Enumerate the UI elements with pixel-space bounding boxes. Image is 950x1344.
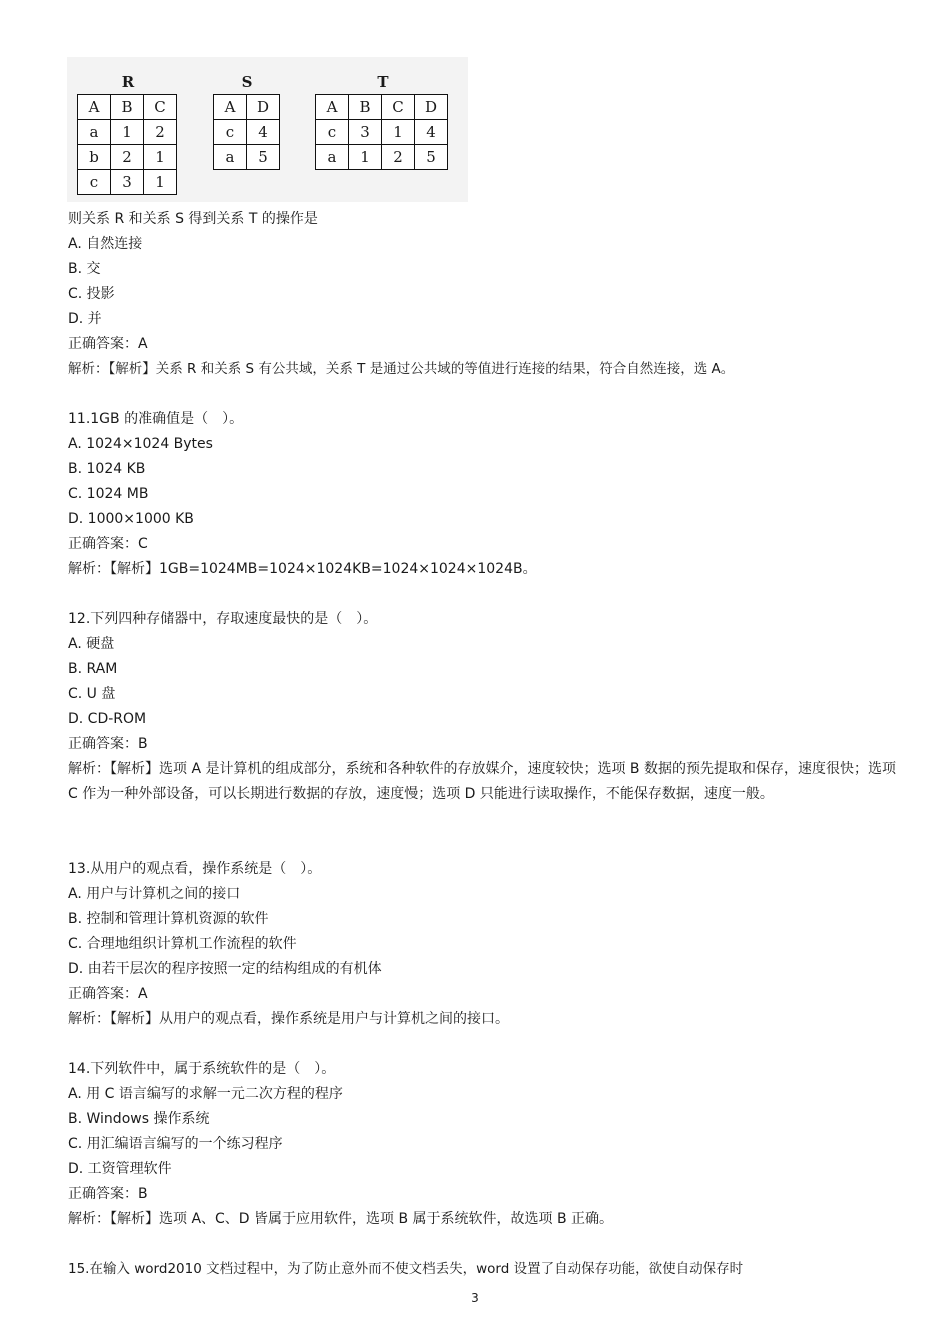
table-cell: a [214,145,247,170]
table-cell: 1 [144,145,177,170]
analysis: 解析：【解析】1GB=1024MB=1024×1024KB=1024×1024×1024B。 [68,561,537,577]
relation-table [315,94,448,170]
table-cell: c [214,120,247,145]
table-header-cell: A [316,95,349,120]
relation-title: R [121,73,135,91]
table-cell: 2 [382,145,415,170]
table-cell: 5 [247,145,280,170]
table-cell: 1 [382,120,415,145]
option-c: C. 投影 [68,286,115,302]
analysis: 解析：【解析】选项 A 是计算机的组成部分，系统和各种软件的存放媒介，速度较快；选项 B 数据的预先提取和保存，速度很快；选项 C 作为一种外部设备，可以长期进行数据的存放，速度慢；选项 D 只能进行读取操作，不能保存数据，速度一般。 [68,761,896,802]
option-a: A. 1024×1024 Bytes [68,436,213,452]
table-cell: 4 [415,120,448,145]
analysis: 解析：【解析】关系 R 和关系 S 有公共域，关系 T 是通过公共域的等值进行连接的结果，符合自然连接，选 A。 [68,361,735,377]
question-stem: 14.下列软件中，属于系统软件的是（ ）。 [68,1061,336,1077]
table-cell: c [316,120,349,145]
option-c: C. 用汇编语言编写的一个练习程序 [68,1136,283,1152]
table-cell: 2 [111,145,144,170]
option-d: D. 并 [68,311,102,327]
table-header-cell: D [415,95,448,120]
question-stem: 15.在输入 word2010 文档过程中，为了防止意外而不使文档丢失，word 设置了自动保存功能，欲使自动保存时 [68,1261,744,1277]
option-d: D. CD-ROM [68,711,147,727]
document-body [68,207,898,1282]
option-a: A. 用 C 语言编写的求解一元二次方程的程序 [68,1086,343,1102]
table-cell: 2 [144,120,177,145]
option-b: B. RAM [68,661,118,677]
option-b: B. 控制和管理计算机资源的软件 [68,911,269,927]
table-cell: c [78,170,111,195]
table-cell: 3 [111,170,144,195]
option-b: B. 交 [68,261,101,277]
option-c: C. 合理地组织计算机工作流程的软件 [68,936,297,952]
question-stem: 则关系 R 和关系 S 得到关系 T 的操作是 [68,211,318,227]
correct-answer: 正确答案：A [68,336,148,352]
option-c: C. U 盘 [68,686,116,702]
question-stem: 13.从用户的观点看，操作系统是（ ）。 [68,861,322,877]
table-cell: 3 [349,120,382,145]
table-cell: 1 [349,145,382,170]
table-cell: 5 [415,145,448,170]
correct-answer: 正确答案：A [68,986,148,1002]
analysis: 解析：【解析】从用户的观点看，操作系统是用户与计算机之间的接口。 [68,1011,509,1027]
relations-figure [67,57,468,202]
relation-table [213,94,280,170]
table-cell: b [78,145,111,170]
table-cell: a [78,120,111,145]
option-b: B. Windows 操作系统 [68,1111,210,1127]
correct-answer: 正确答案：C [68,536,148,552]
relation-title: S [241,73,253,91]
option-b: B. 1024 KB [68,461,146,477]
table-cell: 1 [111,120,144,145]
option-d: D. 工资管理软件 [68,1161,172,1177]
relation-title: T [377,73,389,91]
table-header-cell: A [78,95,111,120]
option-a: A. 用户与计算机之间的接口 [68,886,241,902]
table-header-cell: C [382,95,415,120]
option-a: A. 自然连接 [68,236,143,252]
table-header-cell: C [144,95,177,120]
option-d: D. 1000×1000 KB [68,511,194,527]
analysis: 解析：【解析】选项 A、C、D 皆属于应用软件，选项 B 属于系统软件，故选项 B 正确。 [68,1211,614,1227]
option-a: A. 硬盘 [68,636,115,652]
table-header-cell: D [247,95,280,120]
table-cell: 4 [247,120,280,145]
question-stem: 12.下列四种存储器中，存取速度最快的是（ ）。 [68,611,378,627]
table-header-cell: B [349,95,382,120]
correct-answer: 正确答案：B [68,1186,148,1202]
relation-table [77,94,177,195]
table-header-cell: B [111,95,144,120]
table-cell: 1 [144,170,177,195]
question-stem: 11.1GB 的准确值是（ ）。 [68,411,244,427]
table-header-cell: A [214,95,247,120]
correct-answer: 正确答案：B [68,736,148,752]
page-number: 3 [471,1291,479,1305]
option-c: C. 1024 MB [68,486,149,502]
table-cell: a [316,145,349,170]
option-d: D. 由若干层次的程序按照一定的结构组成的有机体 [68,961,382,977]
